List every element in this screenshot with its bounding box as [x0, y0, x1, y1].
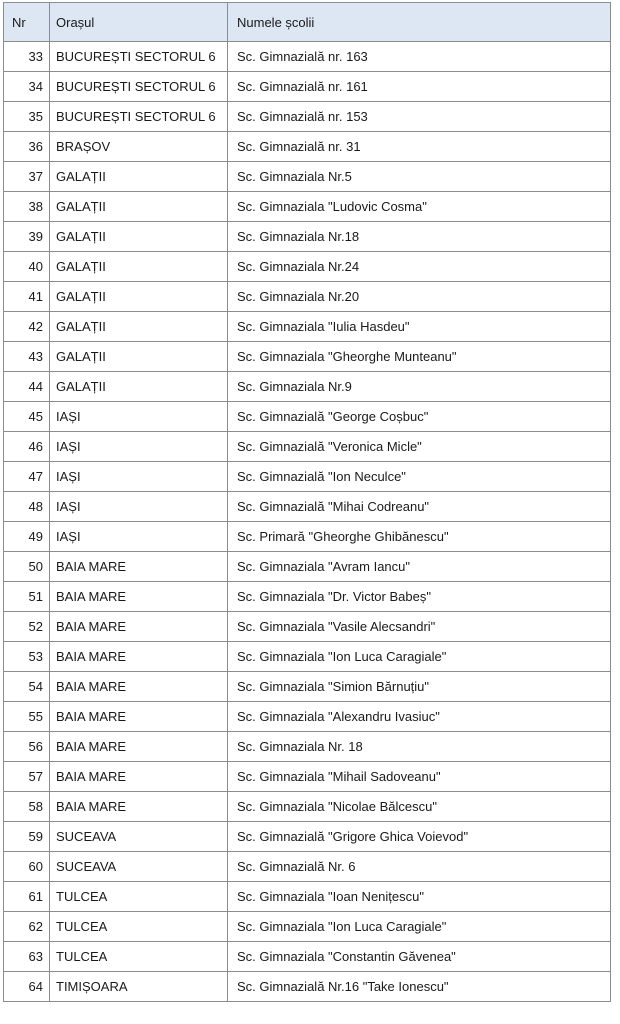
row-number-cell: 58	[4, 792, 50, 822]
table-row	[4, 252, 611, 282]
school-name-cell: Sc. Gimnaziala "Nicolae Bălcescu"	[228, 792, 611, 822]
row-number-cell: 52	[4, 612, 50, 642]
city-cell: BUCUREȘTI SECTORUL 6	[50, 72, 228, 102]
table-row	[4, 312, 611, 342]
city-cell: TULCEA	[50, 882, 228, 912]
row-number-cell: 48	[4, 492, 50, 522]
city-cell: BAIA MARE	[50, 732, 228, 762]
school-name-cell: Sc. Gimnaziala Nr.20	[228, 282, 611, 312]
table-row	[4, 852, 611, 882]
city-cell: IAȘI	[50, 432, 228, 462]
row-number-cell: 57	[4, 762, 50, 792]
school-name-cell: Sc. Gimnaziala Nr.5	[228, 162, 611, 192]
table-row	[4, 642, 611, 672]
table-row	[4, 552, 611, 582]
school-name-cell: Sc. Gimnazială nr. 161	[228, 72, 611, 102]
city-cell: BUCUREȘTI SECTORUL 6	[50, 102, 228, 132]
school-name-cell: Sc. Gimnazială nr. 163	[228, 42, 611, 72]
school-name-cell: Sc. Gimnaziala "Constantin Găvenea"	[228, 942, 611, 972]
school-name-cell: Sc. Gimnaziala Nr.9	[228, 372, 611, 402]
school-name-cell: Sc. Gimnaziala "Alexandru Ivasiuc"	[228, 702, 611, 732]
row-number-cell: 60	[4, 852, 50, 882]
table-row	[4, 702, 611, 732]
row-number-cell: 64	[4, 972, 50, 1002]
city-cell: BAIA MARE	[50, 702, 228, 732]
city-cell: TULCEA	[50, 912, 228, 942]
row-number-cell: 59	[4, 822, 50, 852]
table-row	[4, 42, 611, 72]
city-cell: GALAȚII	[50, 372, 228, 402]
school-name-cell: Sc. Gimnaziala "Gheorghe Munteanu"	[228, 342, 611, 372]
school-name-cell: Sc. Gimnazială "Mihai Codreanu"	[228, 492, 611, 522]
header-school: Numele școlii	[228, 3, 611, 42]
table-row	[4, 462, 611, 492]
city-cell: GALAȚII	[50, 162, 228, 192]
school-name-cell: Sc. Gimnaziala "Avram Iancu"	[228, 552, 611, 582]
table-row	[4, 762, 611, 792]
school-name-cell: Sc. Gimnaziala Nr. 18	[228, 732, 611, 762]
table-row	[4, 912, 611, 942]
city-cell: IAȘI	[50, 522, 228, 552]
row-number-cell: 55	[4, 702, 50, 732]
school-name-cell: Sc. Gimnaziala "Ioan Nenițescu"	[228, 882, 611, 912]
city-cell: BAIA MARE	[50, 762, 228, 792]
city-cell: BUCUREȘTI SECTORUL 6	[50, 42, 228, 72]
school-name-cell: Sc. Gimnazială "George Coșbuc"	[228, 402, 611, 432]
school-name-cell: Sc. Gimnazială Nr.16 "Take Ionescu"	[228, 972, 611, 1002]
city-cell: GALAȚII	[50, 222, 228, 252]
school-name-cell: Sc. Gimnaziala Nr.24	[228, 252, 611, 282]
row-number-cell: 43	[4, 342, 50, 372]
row-number-cell: 49	[4, 522, 50, 552]
school-name-cell: Sc. Gimnazială nr. 31	[228, 132, 611, 162]
city-cell: IAȘI	[50, 402, 228, 432]
row-number-cell: 40	[4, 252, 50, 282]
row-number-cell: 54	[4, 672, 50, 702]
table-row	[4, 672, 611, 702]
school-name-cell: Sc. Gimnaziala "Simion Bărnuțiu"	[228, 672, 611, 702]
row-number-cell: 46	[4, 432, 50, 462]
table-row	[4, 372, 611, 402]
school-name-cell: Sc. Gimnaziala "Iulia Hasdeu"	[228, 312, 611, 342]
school-name-cell: Sc. Gimnaziala "Ion Luca Caragiale"	[228, 642, 611, 672]
table-row	[4, 132, 611, 162]
table-row	[4, 582, 611, 612]
city-cell: GALAȚII	[50, 282, 228, 312]
table-row	[4, 162, 611, 192]
table-row	[4, 402, 611, 432]
row-number-cell: 35	[4, 102, 50, 132]
city-cell: GALAȚII	[50, 252, 228, 282]
row-number-cell: 38	[4, 192, 50, 222]
row-number-cell: 61	[4, 882, 50, 912]
school-name-cell: Sc. Primară "Gheorghe Ghibănescu"	[228, 522, 611, 552]
school-name-cell: Sc. Gimnazială nr. 153	[228, 102, 611, 132]
city-cell: BAIA MARE	[50, 582, 228, 612]
table-row	[4, 342, 611, 372]
city-cell: GALAȚII	[50, 312, 228, 342]
row-number-cell: 33	[4, 42, 50, 72]
row-number-cell: 39	[4, 222, 50, 252]
city-cell: BAIA MARE	[50, 642, 228, 672]
row-number-cell: 44	[4, 372, 50, 402]
city-cell: GALAȚII	[50, 192, 228, 222]
row-number-cell: 45	[4, 402, 50, 432]
city-cell: BAIA MARE	[50, 672, 228, 702]
row-number-cell: 63	[4, 942, 50, 972]
table-body	[4, 42, 611, 1002]
school-name-cell: Sc. Gimnazială Nr. 6	[228, 852, 611, 882]
schools-table	[3, 2, 611, 1002]
header-row	[4, 3, 611, 42]
header-city: Orașul	[50, 3, 228, 42]
schools-table-container	[3, 2, 610, 1002]
header-nr: Nr	[4, 3, 50, 42]
table-row	[4, 102, 611, 132]
school-name-cell: Sc. Gimnazială "Veronica Micle"	[228, 432, 611, 462]
table-row	[4, 732, 611, 762]
city-cell: IAȘI	[50, 492, 228, 522]
table-row	[4, 192, 611, 222]
city-cell: TULCEA	[50, 942, 228, 972]
school-name-cell: Sc. Gimnaziala "Ion Luca Caragiale"	[228, 912, 611, 942]
table-row	[4, 432, 611, 462]
row-number-cell: 42	[4, 312, 50, 342]
table-row	[4, 492, 611, 522]
city-cell: SUCEAVA	[50, 852, 228, 882]
row-number-cell: 47	[4, 462, 50, 492]
table-row	[4, 72, 611, 102]
table-row	[4, 282, 611, 312]
row-number-cell: 51	[4, 582, 50, 612]
city-cell: TIMIȘOARA	[50, 972, 228, 1002]
city-cell: BAIA MARE	[50, 552, 228, 582]
school-name-cell: Sc. Gimnazială "Ion Neculce"	[228, 462, 611, 492]
row-number-cell: 36	[4, 132, 50, 162]
city-cell: IAȘI	[50, 462, 228, 492]
table-row	[4, 522, 611, 552]
row-number-cell: 37	[4, 162, 50, 192]
table-row	[4, 822, 611, 852]
school-name-cell: Sc. Gimnaziala Nr.18	[228, 222, 611, 252]
city-cell: SUCEAVA	[50, 822, 228, 852]
table-row	[4, 972, 611, 1002]
table-row	[4, 882, 611, 912]
city-cell: BAIA MARE	[50, 612, 228, 642]
school-name-cell: Sc. Gimnaziala "Vasile Alecsandri"	[228, 612, 611, 642]
row-number-cell: 41	[4, 282, 50, 312]
city-cell: BRAȘOV	[50, 132, 228, 162]
table-row	[4, 792, 611, 822]
table-row	[4, 612, 611, 642]
school-name-cell: Sc. Gimnaziala "Dr. Victor Babeș"	[228, 582, 611, 612]
city-cell: BAIA MARE	[50, 792, 228, 822]
row-number-cell: 50	[4, 552, 50, 582]
school-name-cell: Sc. Gimnaziala "Ludovic Cosma"	[228, 192, 611, 222]
table-header	[4, 3, 611, 42]
table-row	[4, 942, 611, 972]
city-cell: GALAȚII	[50, 342, 228, 372]
row-number-cell: 62	[4, 912, 50, 942]
table-row	[4, 222, 611, 252]
row-number-cell: 34	[4, 72, 50, 102]
row-number-cell: 56	[4, 732, 50, 762]
row-number-cell: 53	[4, 642, 50, 672]
school-name-cell: Sc. Gimnaziala "Mihail Sadoveanu"	[228, 762, 611, 792]
school-name-cell: Sc. Gimnazială "Grigore Ghica Voievod"	[228, 822, 611, 852]
